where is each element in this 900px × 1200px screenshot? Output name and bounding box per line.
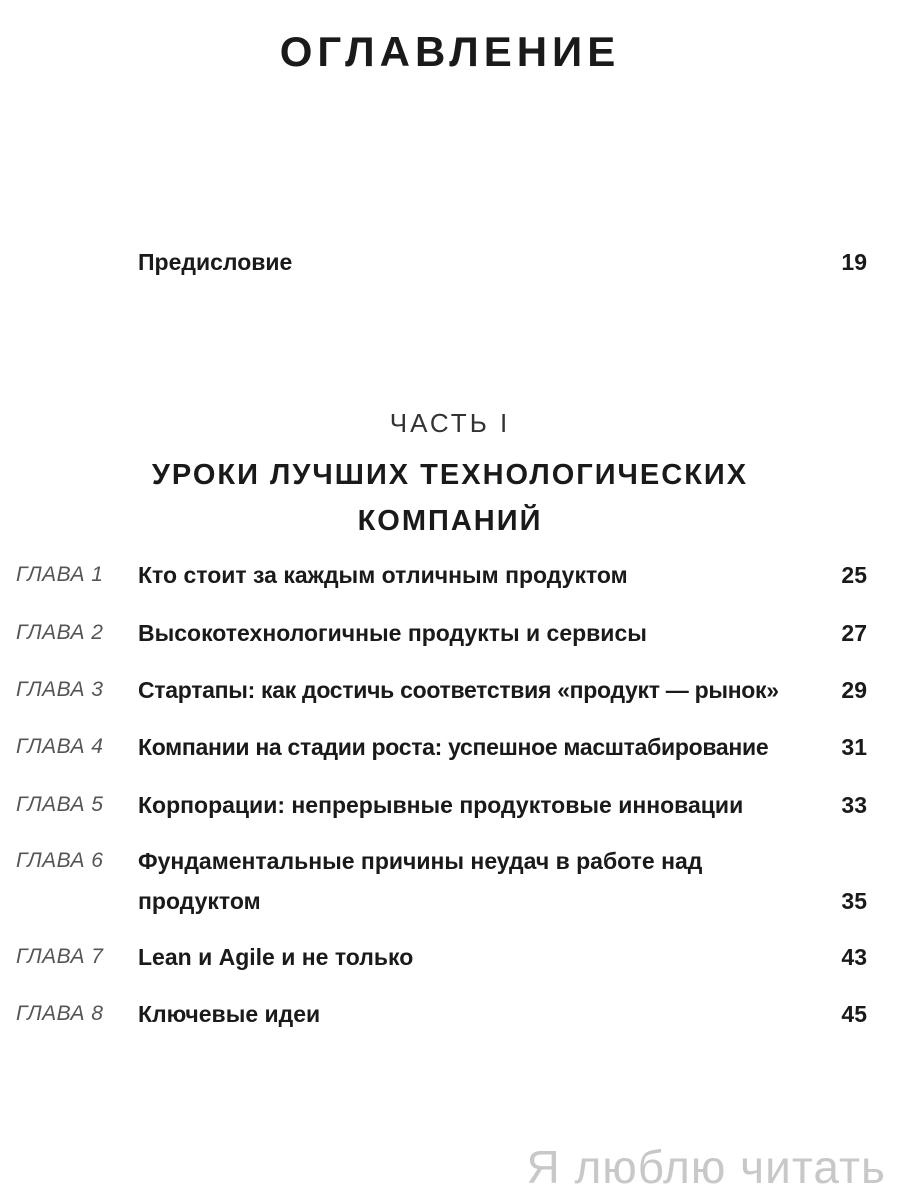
entry-page-number: 19 (841, 249, 867, 275)
entry-title: Стартапы: как достичь соответствия «продукт — рынок» (138, 677, 779, 703)
chapter-label: ГЛАВА 1 (16, 563, 104, 586)
entry-title: Высокотехнологичные продукты и сервисы (138, 620, 647, 646)
entry-title-line-1: Фундаментальные причины неудач в работе над (138, 848, 703, 874)
entry-page-number: 25 (841, 562, 867, 588)
entry-title (138, 841, 828, 921)
part-title-line-2: КОМПАНИЙ (357, 505, 543, 537)
part-title (0, 452, 900, 544)
entry-page-number: 29 (841, 677, 867, 703)
entry-title: Компании на стадии роста: успешное масштабирование (138, 734, 769, 760)
entry-page-number: 33 (841, 792, 867, 818)
entry-page-number: 31 (841, 734, 867, 760)
entry-title: Корпорации: непрерывные продуктовые инновации (138, 792, 744, 818)
page-title: ОГЛАВЛЕНИЕ (279, 28, 621, 75)
chapter-label: ГЛАВА 5 (16, 793, 104, 816)
part-label: ЧАСТЬ I (389, 408, 511, 438)
entry-title: Ключевые идеи (138, 1001, 321, 1027)
entry-title: Кто стоит за каждым отличным продуктом (138, 562, 628, 588)
entry-page-number: 27 (841, 620, 867, 646)
entry-title-line-2: продуктом (138, 888, 261, 914)
chapter-label: ГЛАВА 7 (16, 945, 104, 968)
chapter-label: ГЛАВА 4 (16, 735, 104, 758)
chapter-label: ГЛАВА 6 (16, 849, 104, 872)
entry-page-number: 35 (841, 888, 867, 914)
entry-page-number: 45 (841, 1001, 867, 1027)
part-title-line-1: УРОКИ ЛУЧШИХ ТЕХНОЛОГИЧЕСКИХ (151, 459, 749, 491)
watermark-text: Я люблю читать (526, 1141, 886, 1193)
chapter-label: ГЛАВА 8 (16, 1002, 104, 1025)
chapter-label: ГЛАВА 3 (16, 678, 104, 701)
entry-page-number: 43 (841, 944, 867, 970)
entry-title: Предисловие (138, 249, 293, 275)
chapter-label: ГЛАВА 2 (16, 621, 104, 644)
entry-title: Lean и Agile и не только (138, 944, 414, 970)
